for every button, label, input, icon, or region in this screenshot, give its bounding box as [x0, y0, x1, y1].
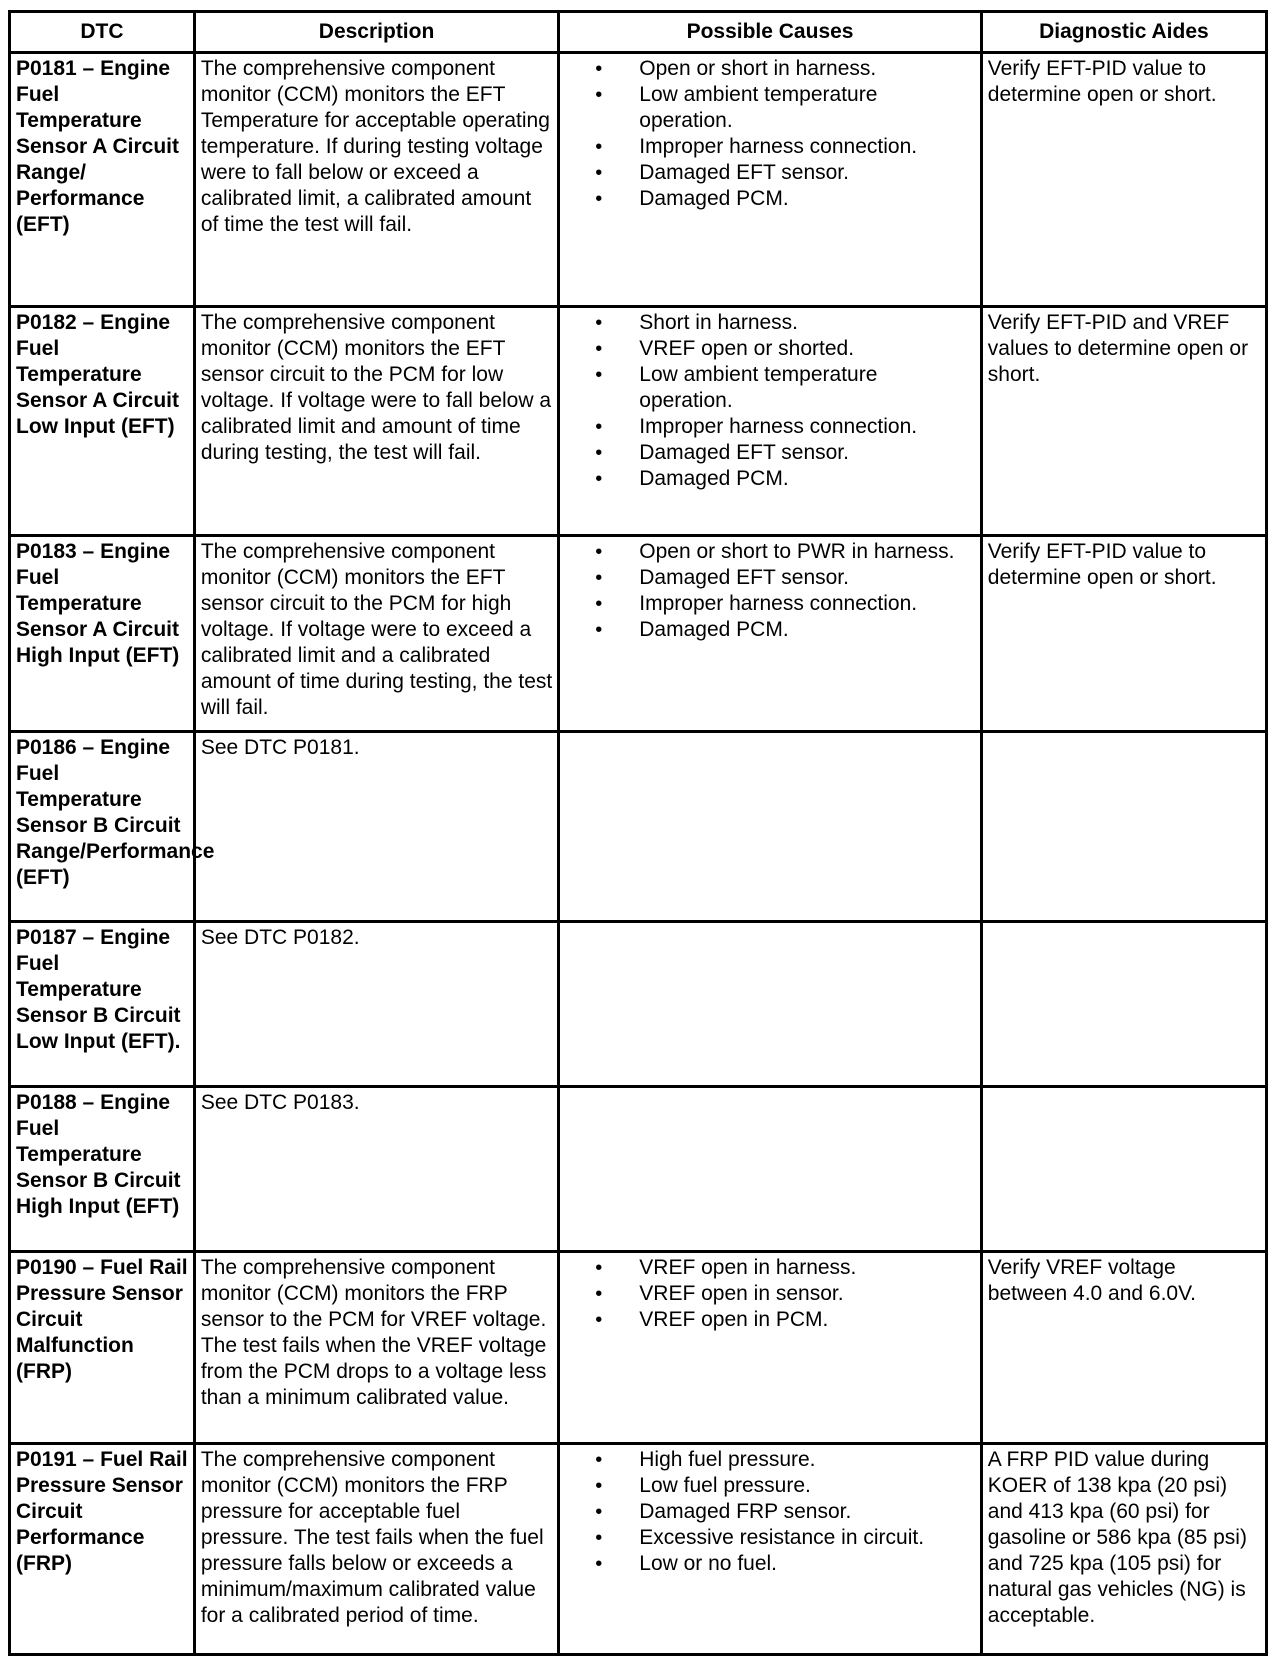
- cause-item: • Damaged PCM.: [639, 617, 975, 643]
- description-cell: The comprehensive component monitor (CCM) monitors the EFT sensor circuit to the PCM for low voltage. If voltage were to fall below a calibrated limit and amount of time during testing, the test will fail.: [194, 307, 558, 536]
- causes-list: [565, 310, 975, 492]
- dtc-table: [8, 10, 1268, 1656]
- possible-causes-cell: [559, 1444, 982, 1655]
- possible-causes-cell: [559, 1252, 982, 1444]
- diagnostic-aides-cell: Verify EFT-PID and VREF values to determine open or short.: [981, 307, 1266, 536]
- diagnostic-aides-cell: Verify EFT-PID value to determine open or short.: [981, 53, 1266, 307]
- cause-item: • Damaged PCM.: [639, 186, 975, 212]
- diagnostic-aides-cell: Verify VREF voltage between 4.0 and 6.0V.: [981, 1252, 1266, 1444]
- cause-item: • VREF open in harness.: [639, 1255, 975, 1281]
- description-cell: See DTC P0181.: [194, 731, 558, 921]
- diagnostic-aides-cell: [981, 921, 1266, 1086]
- diagnostic-aides-cell: [981, 1086, 1266, 1251]
- possible-causes-cell: [559, 53, 982, 307]
- cause-item: • Improper harness connection.: [639, 414, 975, 440]
- table-row: [10, 731, 1267, 921]
- cause-item: • High fuel pressure.: [639, 1447, 975, 1473]
- description-cell: See DTC P0183.: [194, 1086, 558, 1251]
- diagnostic-aides-cell: A FRP PID value during KOER of 138 kpa (20 psi) and 413 kpa (60 psi) for gasoline or 586 kpa (85 psi) and 725 kpa (105 psi) for natural gas vehicles (NG) is acceptable.: [981, 1444, 1266, 1655]
- description-cell: See DTC P0182.: [194, 921, 558, 1086]
- header-diagnostic-aides: Diagnostic Aides: [981, 12, 1266, 53]
- description-cell: The comprehensive component monitor (CCM) monitors the EFT sensor circuit to the PCM for high voltage. If voltage were to exceed a calibrated limit and a calibrated amount of time during testing, the test will fail.: [194, 536, 558, 731]
- possible-causes-cell: [559, 921, 982, 1086]
- diagnostic-aides-cell: Verify EFT-PID value to determine open or short.: [981, 536, 1266, 731]
- cause-item: • Low ambient temperature operation.: [639, 82, 975, 134]
- cause-item: • Improper harness connection.: [639, 591, 975, 617]
- dtc-code-cell: P0186 – Engine Fuel Temperature Sensor B Circuit Range/Performance (EFT): [10, 731, 195, 921]
- possible-causes-cell: [559, 536, 982, 731]
- cause-item: • Damaged PCM.: [639, 466, 975, 492]
- dtc-code-cell: P0187 – Engine Fuel Temperature Sensor B Circuit Low Input (EFT).: [10, 921, 195, 1086]
- table-row: [10, 536, 1267, 731]
- cause-item: • Open or short to PWR in harness.: [639, 539, 975, 565]
- cause-item: • Damaged EFT sensor.: [639, 160, 975, 186]
- description-cell: The comprehensive component monitor (CCM) monitors the FRP pressure for acceptable fuel pressure. The test fails when the fuel pressure falls below or exceeds a minimum/maximum calibrated value for a calibrated period of time.: [194, 1444, 558, 1655]
- cause-item: • Improper harness connection.: [639, 134, 975, 160]
- cause-item: • Low or no fuel.: [639, 1551, 975, 1577]
- possible-causes-cell: [559, 731, 982, 921]
- cause-item: • Excessive resistance in circuit.: [639, 1525, 975, 1551]
- table-row: [10, 1252, 1267, 1444]
- dtc-code-cell: P0182 – Engine Fuel Temperature Sensor A Circuit Low Input (EFT): [10, 307, 195, 536]
- table-row: [10, 307, 1267, 536]
- cause-item: • Damaged EFT sensor.: [639, 440, 975, 466]
- dtc-code-cell: P0188 – Engine Fuel Temperature Sensor B Circuit High Input (EFT): [10, 1086, 195, 1251]
- header-dtc: DTC: [10, 12, 195, 53]
- dtc-code-cell: P0181 – Engine Fuel Temperature Sensor A Circuit Range/ Performance (EFT): [10, 53, 195, 307]
- causes-list: [565, 1255, 975, 1333]
- table-row: [10, 1444, 1267, 1655]
- cause-item: • VREF open or shorted.: [639, 336, 975, 362]
- cause-item: • Open or short in harness.: [639, 56, 975, 82]
- cause-item: • Damaged FRP sensor.: [639, 1499, 975, 1525]
- causes-list: [565, 539, 975, 643]
- cause-item: • VREF open in sensor.: [639, 1281, 975, 1307]
- cause-item: • Low ambient temperature operation.: [639, 362, 975, 414]
- table-row: [10, 53, 1267, 307]
- cause-item: • Damaged EFT sensor.: [639, 565, 975, 591]
- possible-causes-cell: [559, 1086, 982, 1251]
- cause-item: • Short in harness.: [639, 310, 975, 336]
- header-possible-causes: Possible Causes: [559, 12, 982, 53]
- table-row: [10, 1086, 1267, 1251]
- header-row: [10, 12, 1267, 53]
- dtc-code-cell: P0191 – Fuel Rail Pressure Sensor Circuit Performance (FRP): [10, 1444, 195, 1655]
- diagnostic-aides-cell: [981, 731, 1266, 921]
- description-cell: The comprehensive component monitor (CCM) monitors the FRP sensor to the PCM for VREF voltage. The test fails when the VREF voltage from the PCM drops to a voltage less than a minimum calibrated value.: [194, 1252, 558, 1444]
- dtc-code-cell: P0183 – Engine Fuel Temperature Sensor A Circuit High Input (EFT): [10, 536, 195, 731]
- causes-list: [565, 56, 975, 212]
- possible-causes-cell: [559, 307, 982, 536]
- dtc-code-cell: P0190 – Fuel Rail Pressure Sensor Circuit Malfunction (FRP): [10, 1252, 195, 1444]
- causes-list: [565, 1447, 975, 1577]
- description-cell: The comprehensive component monitor (CCM) monitors the EFT Temperature for acceptable operating temperature. If during testing voltage were to fall below or exceed a calibrated limit, a calibrated amount of time the test will fail.: [194, 53, 558, 307]
- table-row: [10, 921, 1267, 1086]
- cause-item: • VREF open in PCM.: [639, 1307, 975, 1333]
- header-description: Description: [194, 12, 558, 53]
- cause-item: • Low fuel pressure.: [639, 1473, 975, 1499]
